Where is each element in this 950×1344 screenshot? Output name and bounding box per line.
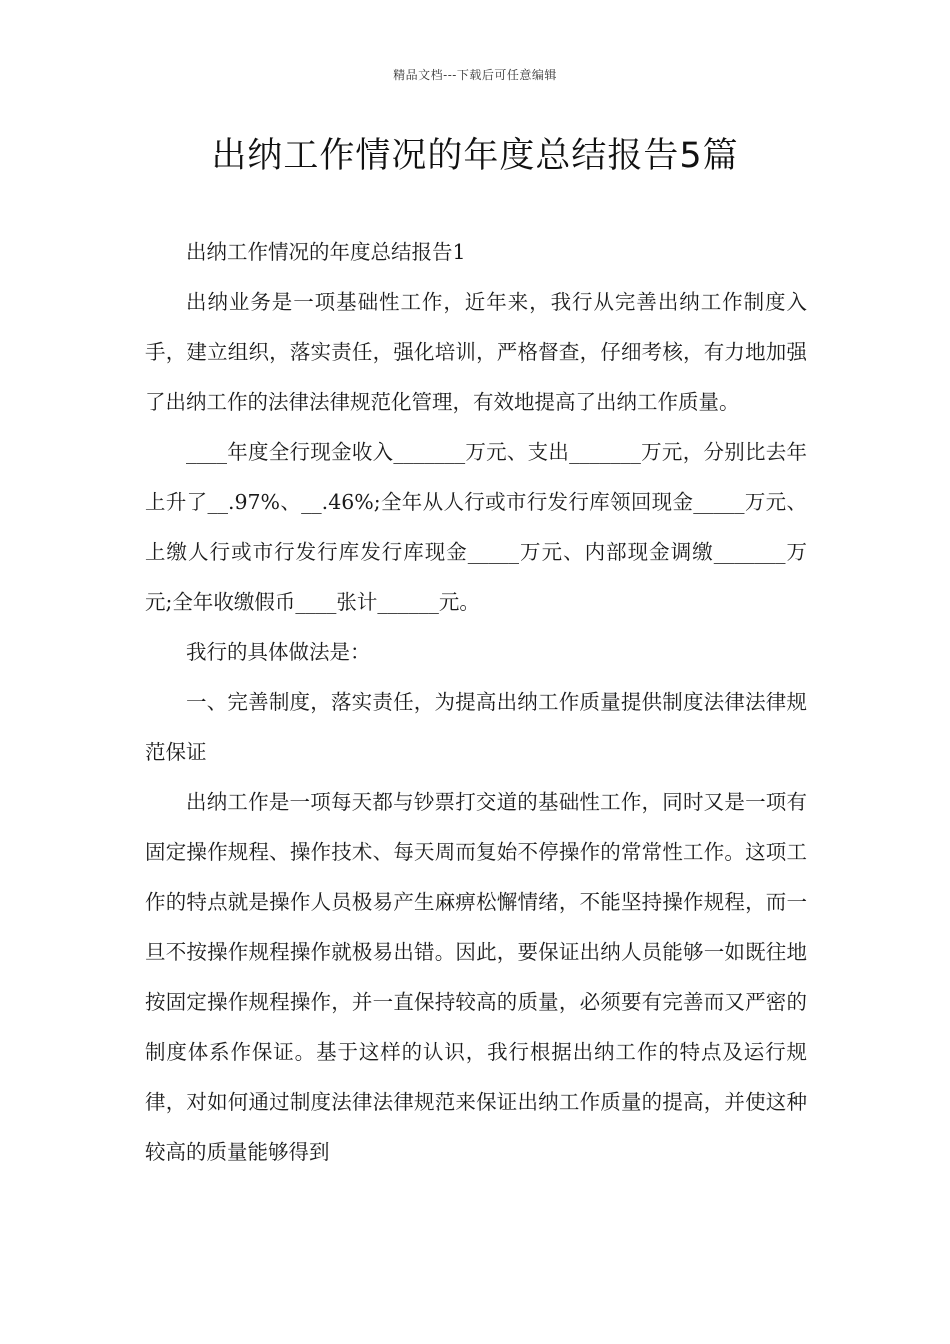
subheading: 一、完善制度，落实责任，为提高出纳工作质量提供制度法律法律规范保证	[145, 690, 807, 764]
document-title: 出纳工作情况的年度总结报告5篇	[211, 136, 739, 176]
paragraph: 出纳工作是一项每天都与钞票打交道的基础性工作，同时又是一项有固定操作规程、操作技术、每天周而复始不停操作的常常性工作。这项工作的特点就是操作人员极易产生麻痹松懈情绪，不能坚持操作规程，而一旦不按操作规程操作就极易出错。因此，要保证出纳人员能够一如既往地按固定操作规程操作，并一直保持较高的质量，必须要有完善而又严密的制度体系作保证。基于这样的认识，我行根据出纳工作的特点及运行规律，对如何通过制度法律法律规范来保证出纳工作质量的提高，并使这种较高的质量能够得到	[145, 790, 807, 1164]
document-body	[145, 227, 807, 1177]
section-heading: 出纳工作情况的年度总结报告1	[186, 240, 466, 264]
paragraph: 我行的具体做法是：	[186, 640, 371, 664]
header-note: 精品文档---下载后可任意编辑	[393, 68, 557, 82]
paragraph: ____年度全行现金收入_______万元、支出_______万元，分别比去年上升了__.97%、__.46%;全年从人行或市行发行库领回现金_____万元、上缴人行或市行发行库发行库现金_____万元、内部现金调缴_______万元;全年收缴假币____张计______元。	[145, 440, 807, 614]
paragraph: 出纳业务是一项基础性工作，近年来，我行从完善出纳工作制度入手，建立组织，落实责任，强化培训，严格督查，仔细考核，有力地加强了出纳工作的法律法律规范化管理，有效地提高了出纳工作质量。	[145, 290, 807, 414]
